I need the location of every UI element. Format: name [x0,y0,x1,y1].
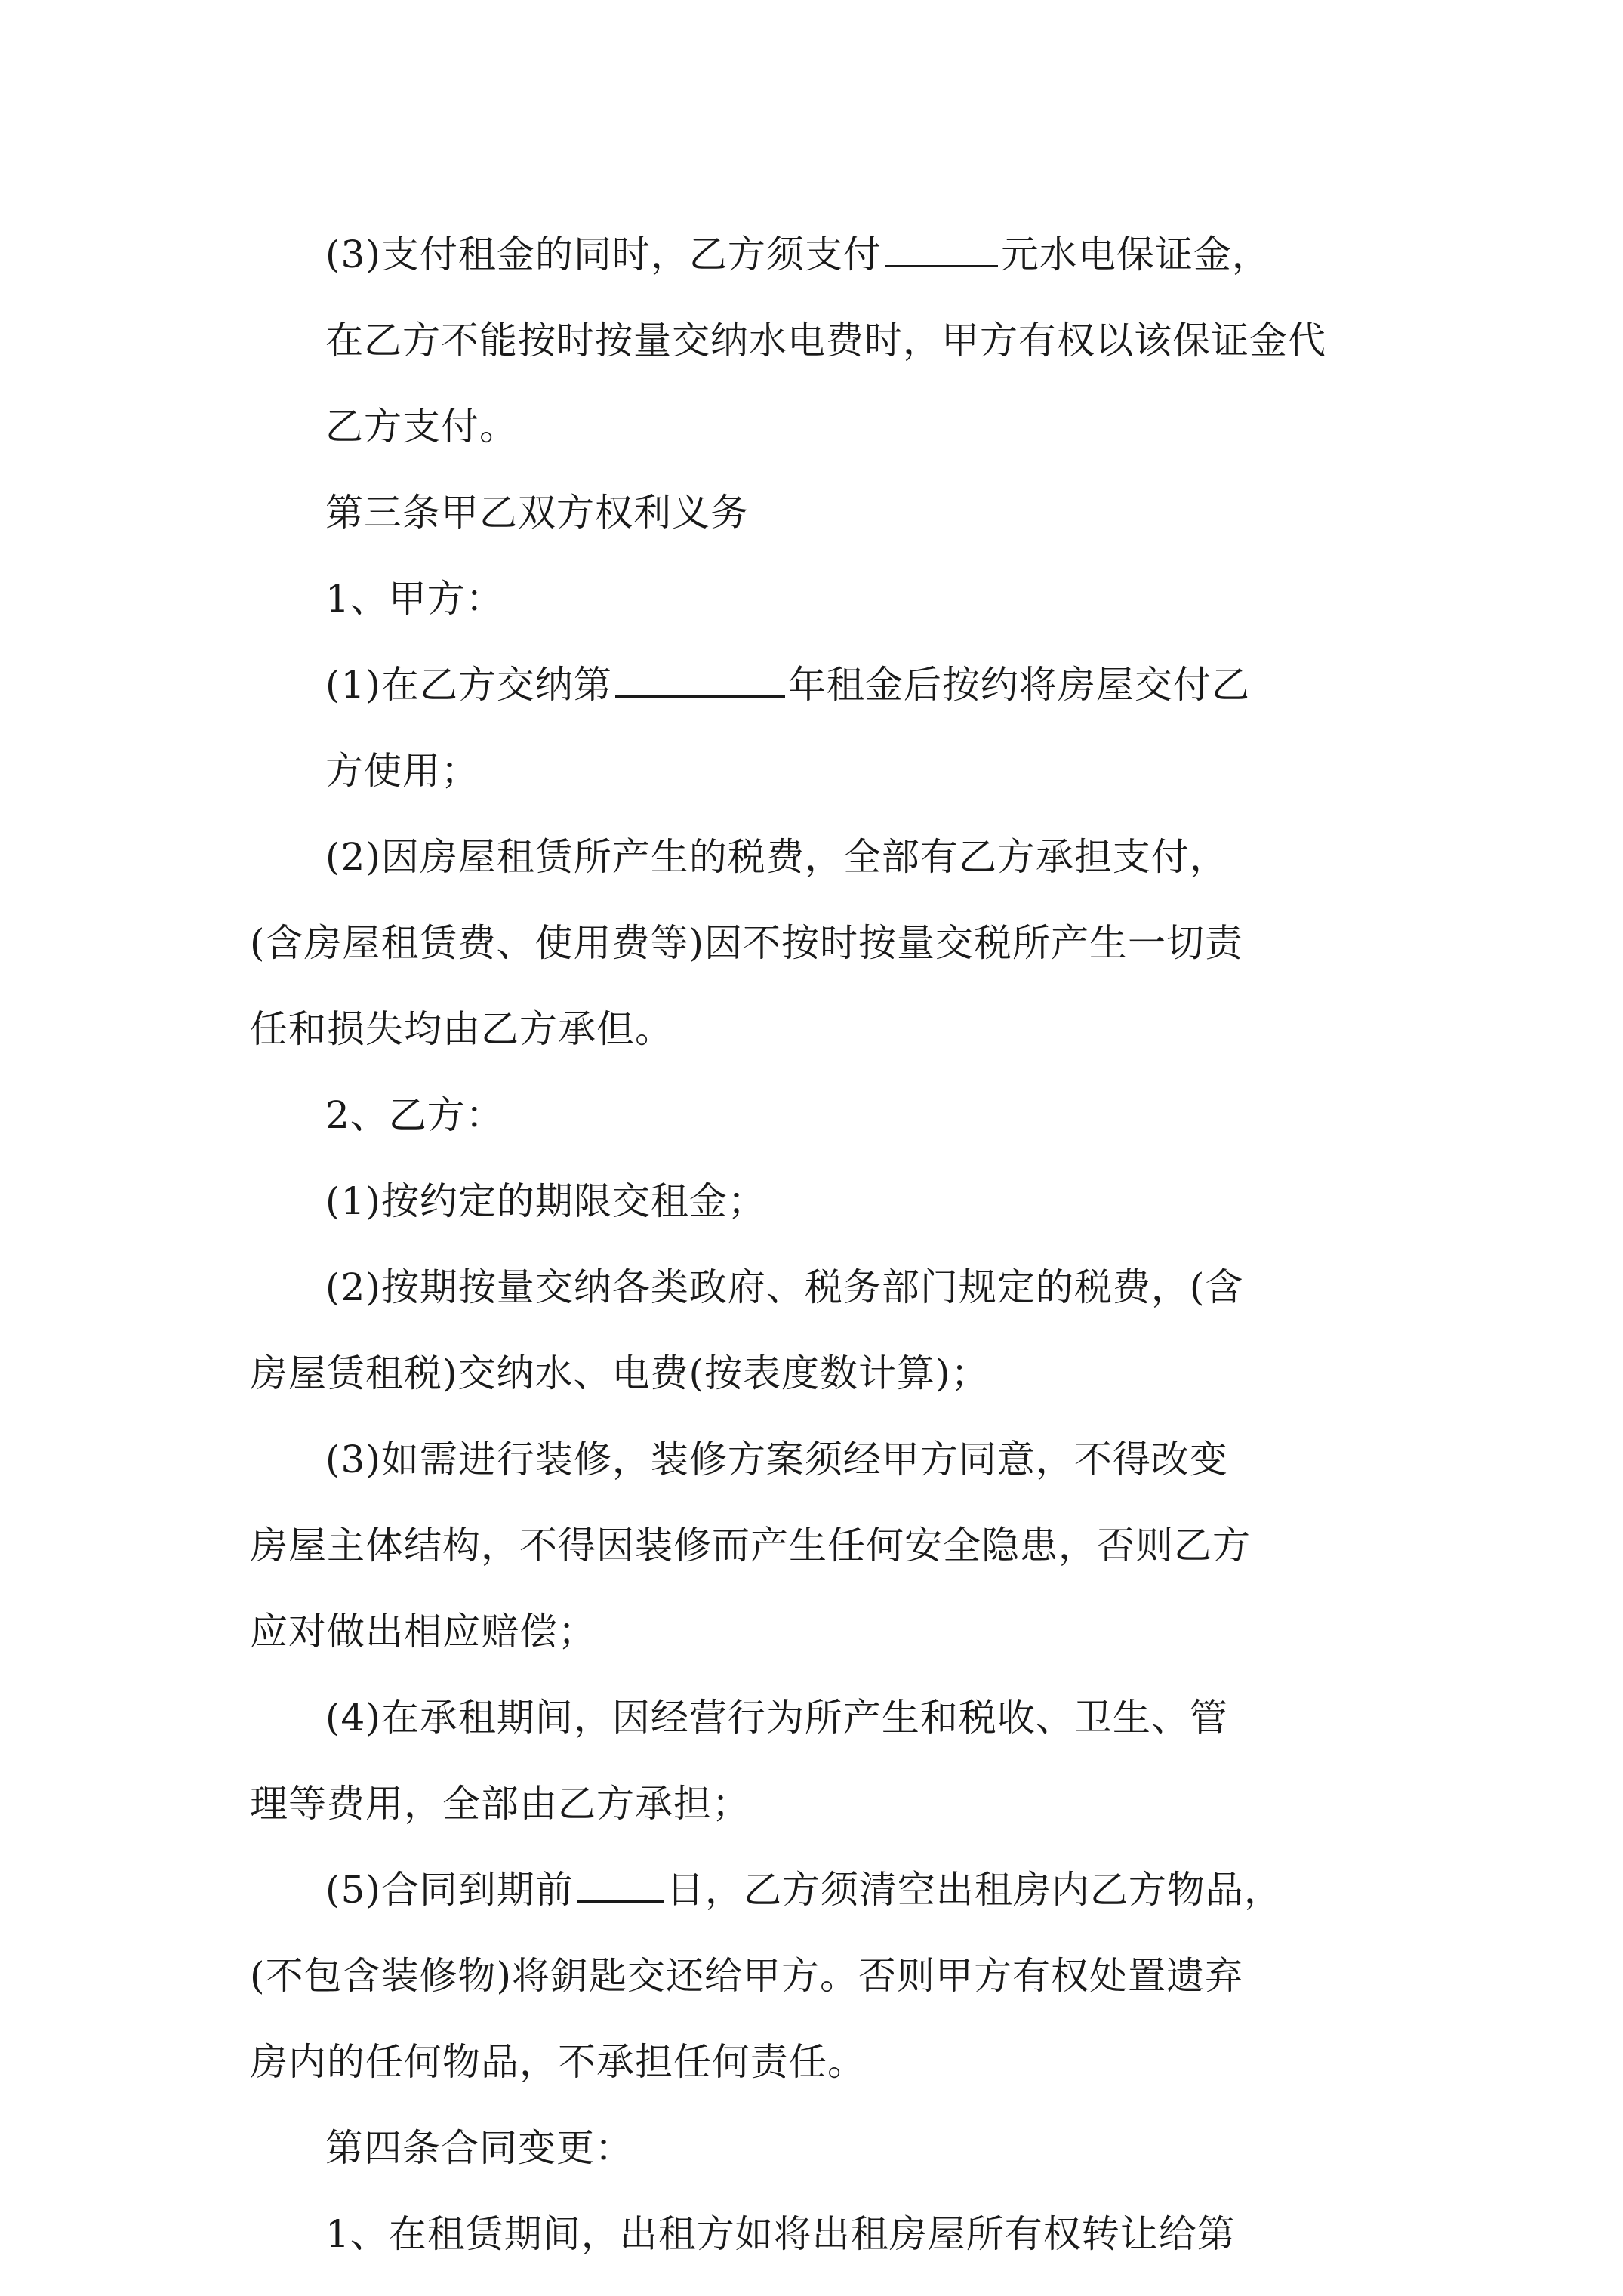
text-line: 理等费用，全部由乙方承担； [250,1782,750,1826]
text-line: (3)如需进行装修，装修方案须经甲方同意，不得改变 [325,1438,1228,1481]
text-segment: 年租金后按约将房屋交付乙 [787,663,1250,707]
paragraph-party-a-1 [250,642,1382,814]
text-segment: (5)合同到期前 [325,1868,574,1912]
text-line: (2)按期按量交纳各类政府、税务部门规定的税费，(含 [325,1265,1244,1309]
text-line: (含房屋租赁费、使用费等)因不按时按量交税所产生一切责 [250,921,1244,965]
paragraph-party-b-2 [250,1244,1382,1416]
party-a-heading [250,556,1382,642]
text-line: 房屋主体结构，不得因装修而产生任何安全隐患，否则乙方 [250,1524,1251,1567]
party-b-heading [250,1072,1382,1158]
heading-text: 第四条合同变更： [325,2126,633,2170]
document-body [250,211,1382,2277]
text-line: (2)因房屋租赁所产生的税费，全部有乙方承担支付， [325,835,1228,879]
text-line: 房内的任何物品，不承担任何责任。 [250,2040,866,2084]
text-segment: (1)在乙方交纳第 [325,663,612,707]
text-line: 乙方支付。 [325,405,518,448]
article-heading-rights-obligations [250,470,1382,556]
paragraph-party-b-1 [250,1158,1382,1244]
fill-in-blank [885,230,998,267]
paragraph-party-b-3 [250,1416,1382,1675]
text-line: 房屋赁租税)交纳水、电费(按表度数计算)； [250,1351,990,1395]
text-line: (4)在承租期间，因经营行为所产生和税收、卫生、管 [325,1696,1228,1740]
text-line [250,642,1382,728]
text-line: 在乙方不能按时按量交纳水电费时，甲方有权以该保证金代 [325,319,1326,362]
text-line [250,211,1382,297]
text-line [250,1847,1382,1933]
paragraph-contract-change-1 [250,2191,1382,2277]
heading-text: 2、乙方： [325,1093,504,1137]
paragraph-water-electric-deposit [250,211,1382,470]
text-line: (不包含装修物)将鈅匙交还给甲方。否则甲方有权处置遗弃 [250,1954,1244,1998]
text-segment: (3)支付租金的同时，乙方须支付 [325,233,882,276]
paragraph-party-b-4 [250,1675,1382,1847]
text-segment: 元水电保证金， [1000,233,1270,276]
fill-in-blank [577,1866,664,1903]
text-line: 应对做出相应赔偿； [250,1610,596,1653]
text-segment: 日，乙方须清空出租房内乙方物品， [666,1868,1283,1912]
text-line: (1)按约定的期限交租金； [325,1179,766,1223]
text-line: 1、在租赁期间，出租方如将出租房屋所有权转让给第 [325,2212,1236,2256]
paragraph-party-a-2 [250,814,1382,1072]
article-heading-contract-change [250,2105,1382,2191]
text-line: 任和损失均由乙方承但。 [250,1007,673,1051]
paragraph-party-b-5 [250,1847,1382,2105]
heading-text: 1、甲方： [325,577,504,621]
heading-text: 第三条甲乙双方权利义务 [325,491,749,535]
text-line: 方使用； [325,749,479,793]
fill-in-blank [615,661,785,698]
